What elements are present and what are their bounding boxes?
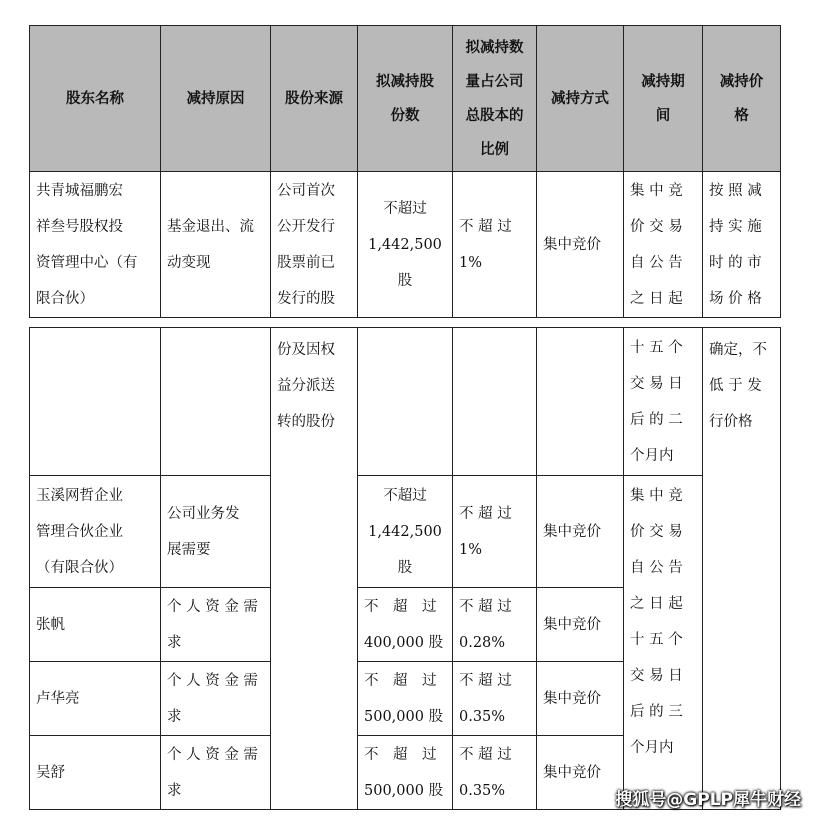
ratio-cell: 不 超 过 1% [453,476,537,588]
reason-cell: 基金退出、流 动变现 [161,172,271,318]
method-cell: 集中竞价 [537,476,624,588]
holder-cell: 共青城福鹏宏 祥叁号股权投 资管理中心（有 限合伙） [30,172,161,318]
source-cell: 份及因权 益分派送 转的股份 [271,328,358,810]
shares-cell: 不 超 过 500,000 股 [358,736,453,810]
ratio-cell: 不 超 过 0.35% [453,736,537,810]
period-cell: 集 中 竞 价 交 易 自 公 告 之 日 起 十 五 个 交 易 日 后 的 三 个月内 [624,476,703,810]
shares-cell: 不超过 1,442,500 股 [358,172,453,318]
holder-cell: 吴舒 [30,736,161,810]
holder-cell [30,328,161,476]
method-cell: 集中竞价 [537,662,624,736]
header-holder: 股东名称 [30,26,161,172]
table-row [30,476,781,588]
shares-cell [358,328,453,476]
holder-cell: 玉溪网哲企业 管理合伙企业 （有限合伙） [30,476,161,588]
table-row [30,328,781,476]
header-ratio: 拟减持数 量占公司 总股本的 比例 [453,26,537,172]
ratio-cell: 不 超 过 1% [453,172,537,318]
header-method: 减持方式 [537,26,624,172]
holder-cell: 卢华亮 [30,662,161,736]
table-row [30,172,781,318]
ratio-cell: 不 超 过 0.28% [453,588,537,662]
reduction-table-part2 [29,327,781,810]
reason-cell [161,328,271,476]
reduction-table-part1 [29,25,781,318]
ratio-cell [453,328,537,476]
reason-cell: 个 人 资 金 需 求 [161,588,271,662]
method-cell: 集中竞价 [537,588,624,662]
header-shares: 拟减持股 份数 [358,26,453,172]
holder-cell: 张帆 [30,588,161,662]
watermark: 搜狐号@GPLP犀牛财经 [615,790,801,810]
source-cell: 公司首次 公开发行 股票前已 发行的股 [271,172,358,318]
method-cell [537,328,624,476]
reason-cell: 公司业务发 展需要 [161,476,271,588]
price-cell: 确定，不 低 于 发 行价格 [703,328,781,810]
period-cell: 集 中 竞 价 交 易 自 公 告 之 日 起 [624,172,703,318]
shares-cell: 不超过 1,442,500 股 [358,476,453,588]
header-reason: 减持原因 [161,26,271,172]
method-cell: 集中竞价 [537,172,624,318]
header-price: 减持价 格 [703,26,781,172]
period-cell: 十 五 个 交 易 日 后 的 二 个月内 [624,328,703,476]
reason-cell: 个 人 资 金 需 求 [161,662,271,736]
reason-cell: 个 人 资 金 需 求 [161,736,271,810]
method-cell: 集中竞价 [537,736,624,810]
shares-cell: 不 超 过 500,000 股 [358,662,453,736]
ratio-cell: 不 超 过 0.35% [453,662,537,736]
header-source: 股份来源 [271,26,358,172]
shares-cell: 不 超 过 400,000 股 [358,588,453,662]
header-period: 减持期 间 [624,26,703,172]
price-cell: 按 照 减 持 实 施 时 的 市 场 价 格 [703,172,781,318]
